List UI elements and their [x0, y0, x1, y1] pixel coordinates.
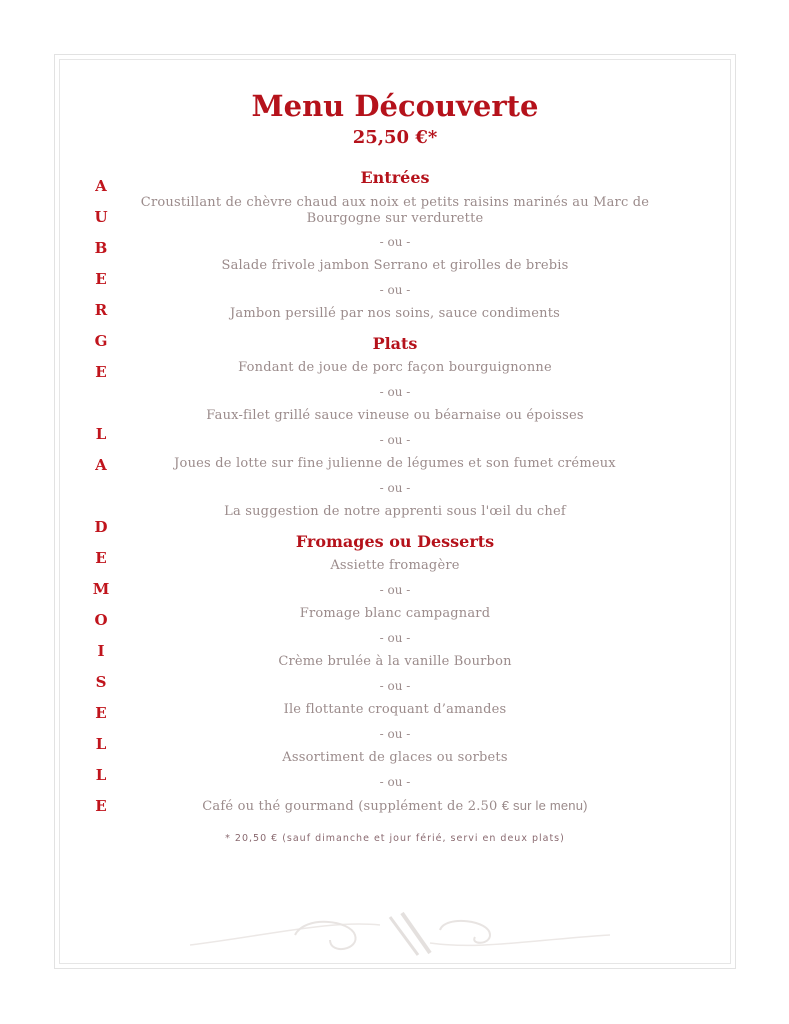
or-separator: - ou - [379, 433, 411, 447]
or-separator: - ou - [379, 235, 411, 249]
menu-item: Fondant de joue de porc façon bourguignonne [238, 360, 552, 375]
vertical-letter: R [94, 301, 108, 319]
vertical-letter: B [94, 239, 108, 257]
vertical-letter: L [95, 735, 107, 753]
menu-item: La suggestion de notre apprenti sous l'œil du chef [224, 504, 566, 519]
vertical-letter: O [94, 611, 108, 629]
menu-item: Salade frivole jambon Serrano et girolles de brebis [221, 258, 569, 273]
menu-item: Fromage blanc campagnard [299, 606, 491, 621]
or-separator: - ou - [379, 775, 411, 789]
vertical-letter: D [94, 518, 108, 536]
menu-item: Croustillant de chèvre chaud aux noix et petits raisins marinés au Marc de Bourgogne sur verdurette [140, 195, 650, 226]
or-separator: - ou - [379, 283, 411, 297]
footnote: * 20,50 € (sauf dimanche et jour férié, servi en deux plats) [225, 833, 565, 844]
or-separator: - ou - [379, 385, 411, 399]
menu-item: Faux-filet grillé sauce vineuse ou béarnaise ou époisses [206, 408, 584, 423]
cafe-suffix: € sur le menu) [501, 798, 588, 813]
menu-item: Assiette fromagère [330, 558, 460, 573]
menu-item: Jambon persillé par nos soins, sauce condiments [229, 306, 561, 321]
vertical-letter: S [95, 673, 107, 691]
menu-item: Joues de lotte sur fine julienne de légumes et son fumet crémeux [174, 456, 616, 471]
section-heading: Plats [372, 334, 418, 353]
section-heading: Fromages ou Desserts [295, 532, 495, 551]
vertical-letter [86, 486, 116, 517]
or-separator: - ou - [379, 679, 411, 693]
cutlery-ornament-icon [190, 905, 610, 965]
or-separator: - ou - [379, 631, 411, 645]
vertical-letter: E [95, 363, 107, 381]
vertical-letter: E [95, 704, 107, 722]
menu-title: Menu Découverte [251, 89, 539, 123]
vertical-restaurant-name [86, 176, 116, 827]
section-heading: Entrées [360, 168, 430, 187]
vertical-letter: A [95, 177, 107, 195]
or-separator: - ou - [379, 481, 411, 495]
vertical-letter: L [95, 766, 107, 784]
vertical-letter: A [95, 456, 107, 474]
vertical-letter: I [97, 642, 105, 660]
vertical-letter: M [92, 580, 110, 598]
menu-price: 25,50 €* [352, 127, 438, 148]
vertical-letter: E [95, 797, 107, 815]
vertical-letter: U [94, 208, 108, 226]
menu-item: Ile flottante croquant d’amandes [283, 702, 507, 717]
or-separator: - ou - [379, 583, 411, 597]
vertical-letter: G [94, 332, 108, 350]
vertical-letter: E [95, 549, 107, 567]
menu-item-cafe [130, 794, 660, 819]
menu-item: Assortiment de glaces ou sorbets [282, 750, 508, 765]
vertical-letter: E [95, 270, 107, 288]
cafe-text: Café ou thé gourmand (supplément de 2.50 [202, 799, 502, 814]
menu-item: Crème brulée à la vanille Bourbon [278, 654, 512, 669]
or-separator: - ou - [379, 727, 411, 741]
vertical-letter [86, 393, 116, 424]
menu-sections [130, 166, 660, 794]
vertical-letter: L [95, 425, 107, 443]
menu-content [130, 86, 660, 847]
